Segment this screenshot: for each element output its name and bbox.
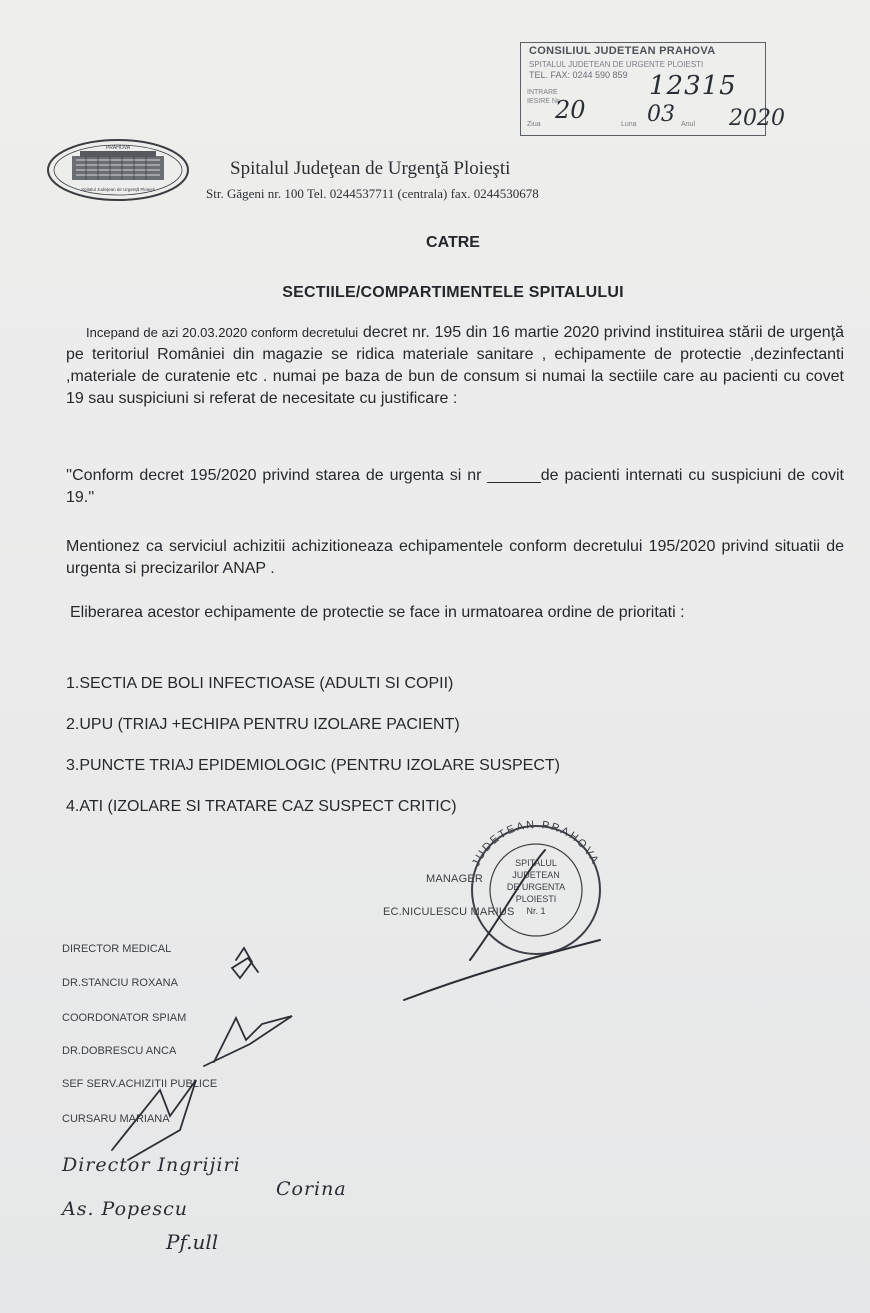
paragraph-intro-lead: Incepand de azi 20.03.2020 conform decretului bbox=[86, 325, 359, 340]
stamp-label-intrare: INTRARE bbox=[527, 89, 558, 96]
signatory-role: COORDONATOR SPIAM bbox=[62, 1012, 187, 1024]
priority-item: 1.SECTIA DE BOLI INFECTIOASE (ADULTI SI COPII) bbox=[66, 675, 454, 692]
registration-year: 2020 bbox=[729, 106, 785, 131]
hospital-address: Str. Găgeni nr. 100 Tel. 0244537711 (centrala) fax. 0244530678 bbox=[206, 186, 539, 201]
signatory-role: SEF SERV.ACHIZITII PUBLICE bbox=[62, 1078, 218, 1090]
signatory-role: DIRECTOR MEDICAL bbox=[62, 943, 172, 955]
registration-month: 03 bbox=[647, 102, 675, 127]
logo-text-top: PRAHOVA bbox=[105, 145, 131, 151]
registration-stamp bbox=[520, 42, 785, 136]
stamp-line-phone: TEL. FAX: 0244 590 859 bbox=[529, 70, 628, 80]
registration-day: 20 bbox=[555, 96, 586, 124]
handwritten-firstname: Corina bbox=[276, 1178, 347, 1200]
round-stamp-line: PLOIESTI bbox=[515, 894, 557, 904]
signatory-name: DR.STANCIU ROXANA bbox=[62, 977, 178, 989]
stamp-label-ziua: Ziua bbox=[527, 121, 541, 128]
stamp-label-anul: Anul bbox=[681, 121, 696, 128]
paragraph-procurement: Mentionez ca serviciul achizitii achizitioneaza echipamentele conform decretului 195/2020 privind situatii de urgenta si precizarilor ANAP . bbox=[66, 538, 844, 577]
round-stamp-line: SPITALUL bbox=[515, 858, 557, 868]
director-signature bbox=[232, 948, 258, 978]
round-stamp-ring-text: JUDETEAN PRAHOVA bbox=[470, 818, 602, 869]
signatory-name: DR.DOBRESCU ANCA bbox=[62, 1045, 177, 1057]
logo-text-bottom: Spitalul Judeţean de Urgenţă Ploieşti bbox=[81, 187, 155, 192]
manager-name: EC.NICULESCU MARIUS bbox=[383, 906, 515, 918]
stamp-label-iesire: IESIRE Nr. bbox=[527, 98, 561, 105]
stamp-line-hospital: SPITALUL JUDETEAN DE URGENTE PLOIESTI bbox=[529, 60, 704, 69]
round-stamp-line: Nr. 1 bbox=[526, 906, 546, 916]
priority-item: 3.PUNCTE TRIAJ EPIDEMIOLOGIC (PENTRU IZOLARE SUSPECT) bbox=[66, 757, 560, 774]
round-stamp bbox=[470, 819, 601, 954]
handwritten-signature: Pf.ull bbox=[166, 1230, 219, 1254]
round-stamp-line: DE URGENTA bbox=[506, 882, 566, 892]
handwritten-role: Director Ingrijiri bbox=[62, 1154, 241, 1176]
registration-number: 12315 bbox=[649, 71, 737, 101]
stamp-label-luna: Luna bbox=[621, 121, 637, 128]
svg-text:JUDETEAN PRAHOVA bbox=[470, 819, 601, 869]
paragraph-quote: ''Conform decret 195/2020 privind starea de urgenta si nr ______de pacienti internati cu suspiciuni de covit 19.'' bbox=[66, 467, 844, 506]
paragraph-intro bbox=[66, 322, 844, 410]
paragraph-priority-intro: Eliberarea acestor echipamente de protectie se face in urmatoarea ordine de prioritati : bbox=[70, 604, 685, 621]
manager-title: MANAGER bbox=[426, 873, 484, 885]
stamp-line-council: CONSILIUL JUDETEAN PRAHOVA bbox=[529, 45, 716, 57]
signatory-name: CURSARU MARIANA bbox=[62, 1113, 170, 1125]
title-recipients: SECTIILE/COMPARTIMENTELE SPITALULUI bbox=[282, 284, 624, 301]
priority-item: 4.ATI (IZOLARE SI TRATARE CAZ SUSPECT CRITIC) bbox=[66, 798, 457, 815]
hospital-name: Spitalul Judeţean de Urgenţă Ploieşti bbox=[230, 158, 511, 179]
spiam-signature bbox=[204, 1016, 292, 1066]
paragraph-intro-body: decret nr. 195 din 16 martie 2020 privind instituirea stării de urgenţă pe teritoriul României din magazie se ridica materiale sanitare , echipamente de protectie ,dezinfectanti ,materiale de curatenie etc . numai pe baza de bun de consum si numai la sectiile care au pacienti cu covet 19 sau suspiciuni si referat de necesitate cu justificare : bbox=[66, 324, 844, 407]
handwritten-name: As. Popescu bbox=[62, 1198, 189, 1220]
title-to: CATRE bbox=[426, 234, 480, 251]
round-stamp-line: JUDETEAN bbox=[512, 870, 560, 880]
hospital-logo bbox=[46, 138, 190, 202]
priority-item: 2.UPU (TRIAJ +ECHIPA PENTRU IZOLARE PACIENT) bbox=[66, 716, 460, 733]
